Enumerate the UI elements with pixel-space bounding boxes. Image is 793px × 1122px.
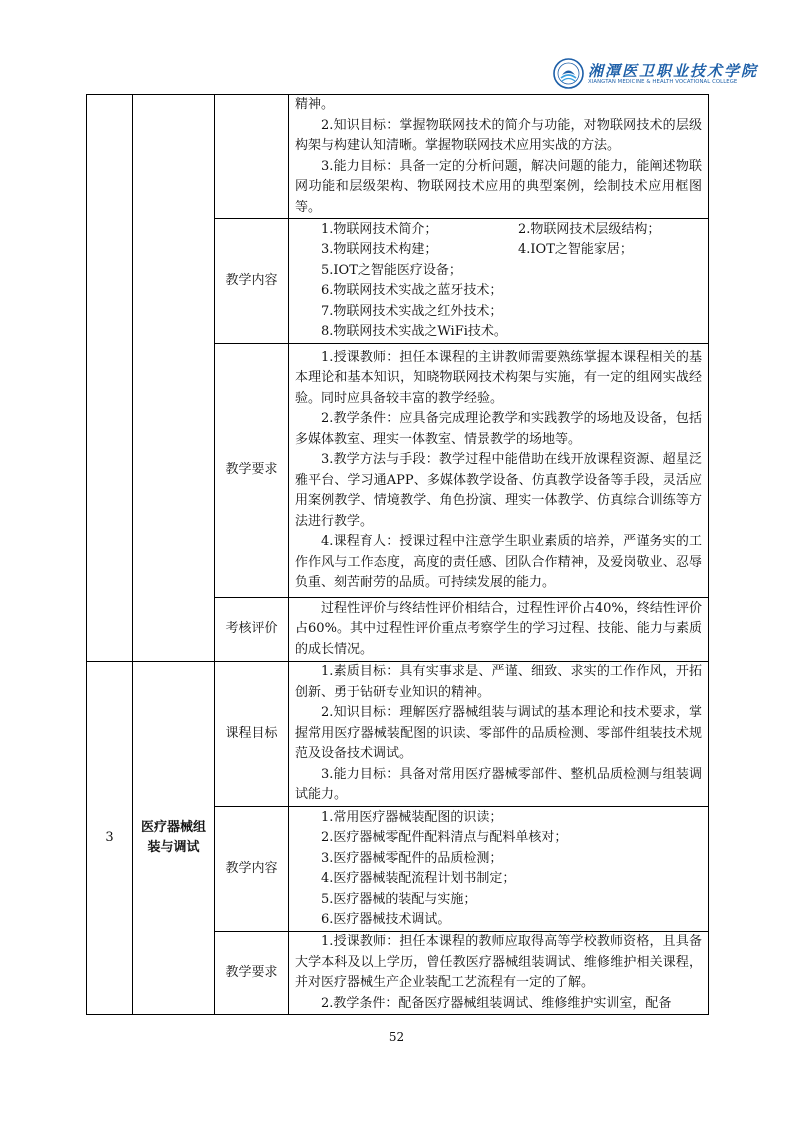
goal-quality: 1.素质目标：具有实事求是、严谨、细致、求实的工作作风，开拓创新、勇于钻研专业知识的精神。: [295, 664, 702, 700]
list-item: 7.物联网技术实战之红外技术；: [321, 303, 503, 319]
prev-name-cell: [133, 95, 215, 662]
req-item: 2.教学条件：配备医疗器械组装调试、维修维护实训室，配备: [321, 995, 672, 1011]
school-logo: [553, 58, 759, 90]
prev-eval-content: [289, 598, 709, 662]
goal-knowledge: 2.知识目标：理解医疗器械组装与调试的基本理论和技术要求，掌握常用医疗器械装配图的识读、零部件的品质检测、零部件组装技术规范及设备技术调试。: [295, 705, 702, 762]
list-item: 8.物联网技术实战之WiFi技术。: [321, 324, 507, 339]
req-item: 1.授课教师：担任本课程的主讲教师需要熟练掌握本课程相关的基本理论和基本知识，知晓物联网技术构架与实施，有一定的组网实战经验。同时应具备较丰富的教学经验。: [295, 349, 702, 406]
row3-num: 3: [87, 662, 133, 1015]
school-name-en: XIANGTAN MEDICINE & HEALTH VOCATIONAL COLLEGE: [588, 79, 738, 85]
list-item: 2.物联网技术层级结构；: [518, 221, 661, 237]
req-item: 2.教学条件：应具备完成理论教学和实践教学的场地及设备，包括多媒体教室、理实一体教室、情景教学的场地等。: [295, 411, 702, 447]
content-pair: [295, 220, 702, 241]
row3-goal-content: [289, 662, 709, 807]
list-item: 5.医疗器械的装配与实施；: [321, 891, 477, 907]
prev-req-content: [289, 344, 709, 598]
list-item: 4.IOT之智能家居；: [518, 242, 633, 257]
prev-goal-label-cell: [215, 95, 289, 219]
prev-content-label: 教学内容: [215, 219, 289, 344]
content-pair: [295, 240, 702, 261]
eval-text: 过程性评价与终结性评价相结合，过程性评价占40%，终结性评价占60%。其中过程性评价重点考察学生的学习过程、技能、能力与素质的成长情况。: [295, 600, 702, 657]
list-item: 6.物联网技术实战之蓝牙技术；: [321, 283, 503, 298]
list-item: 3.物联网技术构建；: [321, 242, 438, 257]
row3-course-name: 医疗器械组装与调试: [133, 662, 215, 1015]
prev-goal-row: [87, 95, 709, 219]
prev-eval-label: 考核评价: [215, 598, 289, 662]
row3-goal-row: [87, 662, 709, 807]
prev-goal-content: [289, 95, 709, 219]
list-item: 3.医疗器械零配件的品质检测；: [321, 850, 503, 866]
list-item: 1.常用医疗器械装配图的识读；: [321, 809, 503, 825]
list-item: 1.物联网技术简介；: [321, 221, 438, 237]
list-item: 6.医疗器械技术调试。: [321, 912, 451, 927]
req-item: 4.课程育人：授课过程中注意学生职业素质的培养，严谨务实的工作作风与工作态度，高度的责任感、团队合作精神，及爱岗敬业、忍辱负重、刻苦耐劳的品质。可持续发展的能力。: [295, 534, 702, 590]
prev-goal-knowledge: 2.知识目标：掌握物联网技术的简介与功能，对物联网技术的层级构架与构建认知清晰。掌握物联网技术应用实战的方法。: [295, 117, 702, 153]
goal-ability: 3.能力目标：具备对常用医疗器械零部件、整机品质检测与组装调试能力。: [295, 766, 702, 803]
prev-req-label: 教学要求: [215, 344, 289, 598]
list-item: 5.IOT之智能医疗设备；: [321, 262, 462, 278]
req-item: 1.授课教师：担任本课程的教师应取得高等学校教师资格，且具备大学本科及以上学历，曾任教医疗器械组装调试、维修维护相关课程，并对医疗器械生产企业装配工艺流程有一定的了解。: [295, 934, 702, 990]
row3-goal-label: 课程目标: [215, 662, 289, 807]
row3-req-content: [289, 932, 709, 1015]
row3-content-list: [289, 807, 709, 932]
prev-content-list: [289, 219, 709, 344]
curriculum-table: [86, 94, 709, 1015]
page-number: 52: [388, 1030, 405, 1044]
school-emblem-icon: [553, 58, 584, 89]
prev-goal-continuation: 精神。: [295, 97, 335, 112]
list-item: 2.医疗器械零配件配料清点与配料单核对；: [321, 830, 568, 845]
row3-content-label: 教学内容: [215, 807, 289, 932]
req-item: 3.教学方法与手段：教学过程中能借助在线开放课程资源、超星泛雅平台、学习通APP、多媒体教学设备、仿真教学设备等手段，灵活应用案例教学、情境教学、角色扮演、理实一体教学、仿真综合训练等方法进行教学。: [295, 452, 702, 529]
prev-num-cell: [87, 95, 133, 662]
row3-req-label: 教学要求: [215, 932, 289, 1015]
prev-goal-ability: 3.能力目标：具备一定的分析问题，解决问题的能力，能阐述物联网功能和层级架构、物联网技术应用的典型案例，绘制技术应用框图等。: [295, 158, 702, 215]
school-name-cn: 湘潭医卫职业技术学院: [588, 62, 759, 80]
list-item: 4.医疗器械装配流程计划书制定；: [321, 871, 516, 886]
